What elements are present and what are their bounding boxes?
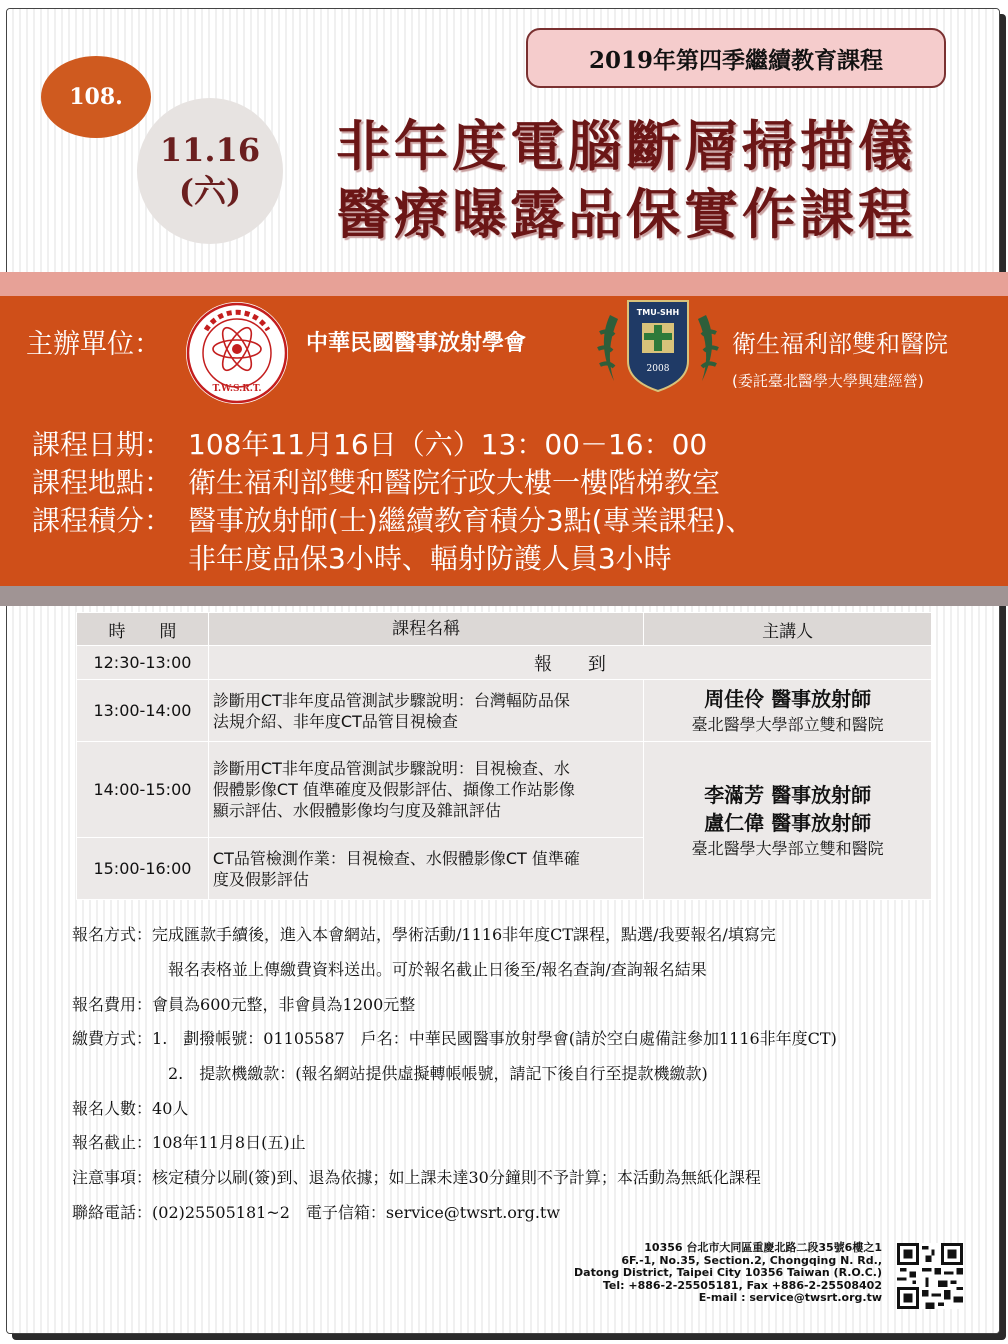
info-place-value: 衛生福利部雙和醫院行政大樓一樓階梯教室	[188, 466, 721, 499]
organizer-2-note: (委託臺北醫學大學興建經營)	[732, 372, 924, 390]
table-row	[77, 742, 932, 838]
speaker-name: 盧仁偉 醫事放射師	[704, 810, 872, 835]
table-row	[77, 646, 932, 680]
row-course: 診斷用CT非年度品管測試步驟說明：目視檢查、水 假體影像CT 值準確度及假影評估、擷像工作站影像 顯示評估、水假體影像均勻度及雜訊評估	[208, 742, 643, 838]
speaker-name: 李滿芳 醫事放射師	[704, 782, 872, 807]
band-bottom-stripe	[0, 586, 1008, 606]
course-title	[336, 112, 976, 248]
qr-code-icon[interactable]	[897, 1243, 963, 1309]
row-time: 12:30-13:00	[77, 646, 209, 680]
header-course: 課程名稱	[208, 613, 643, 646]
logo-top-text: TMU-SHH	[636, 308, 680, 317]
course-weekday: (六)	[178, 172, 242, 210]
course-date: 11.16	[159, 131, 261, 169]
course-date-badge	[137, 98, 283, 244]
row-course: CT品管檢測作業：目視檢查、水假體影像CT 值準確 度及假影評估	[208, 838, 643, 900]
contact-email: (02)25505181~2 電子信箱：service@twsrt.org.tw	[152, 1203, 561, 1222]
info-date-label: 課程日期：	[32, 428, 173, 461]
season-banner: 2019年第四季繼續教育課程	[526, 28, 946, 88]
row-time: 14:00-15:00	[77, 742, 209, 838]
reg-capacity: 報名人數：40人	[72, 1099, 189, 1118]
table-header-row	[77, 613, 932, 646]
row-course: 診斷用CT非年度品管測試步驟說明：台灣輻防品保 法規介紹、非年度CT品管目視檢查	[208, 680, 643, 742]
speaker-affiliation: 臺北醫學大學部立雙和醫院	[691, 714, 884, 734]
table-row	[77, 680, 932, 742]
row-time: 13:00-14:00	[77, 680, 209, 742]
reg-contact: 聯絡電話：(02)25505181~2 電子信箱：service@twsrt.org.tw	[72, 1203, 561, 1222]
row-time: 15:00-16:00	[77, 838, 209, 900]
info-date-row	[32, 425, 707, 465]
info-place-row	[32, 463, 720, 503]
twsrt-seal-logo	[186, 302, 288, 404]
header-time: 時 間	[77, 613, 209, 646]
reg-notice: 注意事項：核定積分以刷(簽)到、退為依據；如上課未達30分鐘則不予計算；本活動為無紙化課程	[72, 1168, 761, 1187]
info-credit-line2: 非年度品保3小時、輻射防護人員3小時	[188, 542, 672, 575]
seal-text: T.W.S.R.T.	[212, 384, 262, 394]
header-speaker: 主講人	[644, 613, 932, 646]
reg-deadline: 報名截止：108年11月8日(五)止	[72, 1133, 306, 1152]
course-title-line2: 醫療曝露品保實作課程	[336, 182, 916, 246]
logo-year-text: 2008	[646, 364, 670, 374]
band-top-stripe	[0, 272, 1008, 296]
footer-address: 10356 台北市大同區重慶北路二段35號6樓之1 6F.-1, No.35, Section.2, Chongqing N. Rd., Datong District, Taipei City 10356 Taiwan (R.O.C.) Tel: +886-2-25505181, Fax +886-2-25508402 E-mail : service@twsrt.org.tw	[574, 1241, 882, 1304]
organizer-1-name: 中華民國醫事放射學會	[306, 331, 527, 356]
speaker-affiliation: 臺北醫學大學部立雙和醫院	[691, 838, 884, 858]
row-checkin: 報 到	[208, 646, 931, 680]
info-credit-label: 課程積分：	[32, 504, 173, 537]
info-place-label: 課程地點：	[32, 466, 173, 499]
row-speaker	[644, 742, 932, 900]
info-credit-row	[32, 501, 754, 541]
info-credit-row-2	[32, 539, 672, 579]
course-title-line1: 非年度電腦斷層掃描儀	[336, 114, 916, 178]
info-date-value: 108年11月16日（六）13：00－16：00	[188, 428, 708, 461]
reg-payment: 繳費方式：1. 劃撥帳號：01105587 戶名：中華民國醫事放射學會(請於空白處備註參加1116非年度CT)	[72, 1029, 837, 1048]
speaker-name: 周佳伶 醫事放射師	[704, 686, 872, 711]
schedule-table	[76, 612, 932, 900]
organizer-label: 主辦單位：	[26, 329, 161, 360]
reg-payment-2: 2. 提款機繳款：(報名網站提供虛擬轉帳帳號，請記下後自行至提款機繳款)	[168, 1064, 708, 1083]
reg-fee: 報名費用：會員為600元整，非會員為1200元整	[72, 995, 416, 1014]
row-speaker	[644, 680, 932, 742]
reg-method-cont: 報名表格並上傳繳費資料送出。可於報名截止日後至/報名查詢/查詢報名結果	[168, 960, 707, 979]
hospital-logo	[588, 295, 728, 395]
course-number-badge: 108.	[41, 56, 151, 138]
info-credit-line1: 醫事放射師(士)繼續教育積分3點(專業課程)、	[188, 504, 754, 537]
reg-method: 報名方式：完成匯款手續後，進入本會網站，學術活動/1116非年度CT課程，點選/我要報名/填寫完	[72, 925, 776, 944]
organizer-2-name: 衛生福利部雙和醫院	[732, 330, 948, 358]
